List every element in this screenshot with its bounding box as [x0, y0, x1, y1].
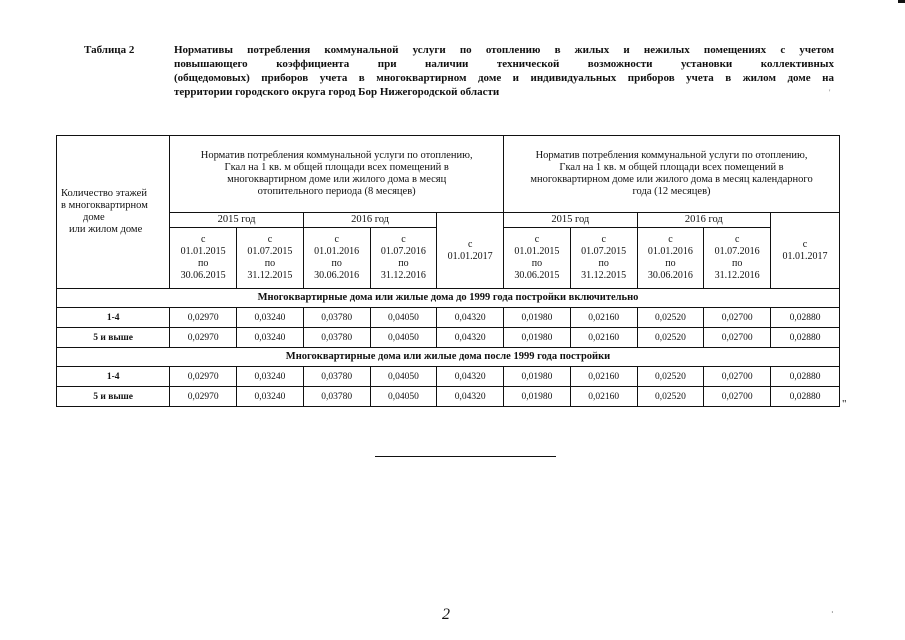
value-cell: 0,02970	[170, 328, 237, 348]
value-cell: 0,04050	[370, 308, 437, 328]
scan-edge-mark	[898, 0, 905, 3]
value-cell: 0,02700	[704, 308, 771, 328]
period-header: с 01.07.2015 по 31.12.2015	[237, 228, 304, 289]
value-cell: 0,02880	[771, 387, 840, 407]
side-mark: '	[829, 88, 831, 97]
value-cell: 0,03240	[237, 308, 304, 328]
value-cell: 0,02700	[704, 387, 771, 407]
period-header: с 01.07.2016 по 31.12.2016	[370, 228, 437, 289]
period-header: с 01.01.2016 по 30.06.2016	[637, 228, 704, 289]
year-2015-header: 2015 год	[170, 213, 304, 228]
value-cell: 0,02970	[170, 387, 237, 407]
value-cell: 0,02520	[637, 308, 704, 328]
period-header: с 01.01.2015 по 30.06.2015	[170, 228, 237, 289]
value-cell: 0,04050	[370, 387, 437, 407]
page-number: 2	[442, 606, 450, 623]
period-header: с 01.01.2016 по 30.06.2016	[303, 228, 370, 289]
value-cell: 0,03780	[303, 387, 370, 407]
floors-cell: 5 и выше	[57, 328, 170, 348]
value-cell: 0,04050	[370, 328, 437, 348]
table-row	[57, 387, 840, 407]
year-2016-header: 2016 год	[637, 213, 771, 228]
value-cell: 0,02160	[570, 328, 637, 348]
floors-cell: 1-4	[57, 367, 170, 387]
value-cell: 0,02970	[170, 367, 237, 387]
value-cell: 0,02880	[771, 308, 840, 328]
value-cell: 0,01980	[504, 308, 571, 328]
period-header: с 01.07.2016 по 31.12.2016	[704, 228, 771, 289]
calendar-year-group-header: Норматив потребления коммунальной услуги по отоплению, Гкал на 1 кв. м общей площади всех помещений в многоквартирном доме или жилого дома в месяц календарного года (12 месяцев)	[504, 136, 840, 213]
value-cell: 0,03240	[237, 387, 304, 407]
period-2017-header: с 01.01.2017	[771, 213, 840, 289]
value-cell: 0,02160	[570, 308, 637, 328]
value-cell: 0,01980	[504, 387, 571, 407]
value-cell: 0,03240	[237, 328, 304, 348]
table-label: Таблица 2	[84, 44, 135, 56]
title-line-4: территории городского округа город Бор Нижегородской области	[174, 86, 500, 98]
period-2017-header: с 01.01.2017	[437, 213, 504, 289]
heating-period-group-header: Норматив потребления коммунальной услуги по отоплению, Гкал на 1 кв. м общей площади всех помещений в многоквартирном доме или жилого дома в месяц отопительного периода (8 месяцев)	[170, 136, 504, 213]
document-title	[174, 43, 834, 99]
value-cell: 0,02700	[704, 367, 771, 387]
value-cell: 0,03780	[303, 328, 370, 348]
value-cell: 0,03780	[303, 308, 370, 328]
value-cell: 0,02520	[637, 387, 704, 407]
value-cell: 0,02880	[771, 367, 840, 387]
period-header: с 01.01.2015 по 30.06.2015	[504, 228, 571, 289]
table-row	[57, 328, 840, 348]
period-header: с 01.07.2015 по 31.12.2015	[570, 228, 637, 289]
title-line-2: повышающего коэффициента при наличии технической возможности установки коллективных	[174, 58, 834, 70]
year-2016-header: 2016 год	[303, 213, 437, 228]
title-line-3: (общедомовых) приборов учета в многоквартирном доме и индивидуальных приборов учета в жилом доме на	[174, 72, 834, 84]
table-row	[57, 308, 840, 328]
value-cell: 0,04320	[437, 367, 504, 387]
value-cell: 0,02700	[704, 328, 771, 348]
section-title: Многоквартирные дома или жилые дома до 1999 года постройки включительно	[57, 289, 840, 308]
value-cell: 0,02880	[771, 328, 840, 348]
value-cell: 0,01980	[504, 328, 571, 348]
floors-column-header: Количество этажей в многоквартирном доме или жилом доме	[57, 136, 170, 289]
value-cell: 0,03780	[303, 367, 370, 387]
value-cell: 0,02520	[637, 367, 704, 387]
value-cell: 0,04320	[437, 308, 504, 328]
bottom-mark: ·	[831, 608, 834, 617]
year-2015-header: 2015 год	[504, 213, 638, 228]
floors-cell: 1-4	[57, 308, 170, 328]
table-row	[57, 367, 840, 387]
value-cell: 0,03240	[237, 367, 304, 387]
value-cell: 0,02970	[170, 308, 237, 328]
section-title: Многоквартирные дома или жилые дома после 1999 года постройки	[57, 348, 840, 367]
value-cell: 0,04320	[437, 387, 504, 407]
value-cell: 0,04050	[370, 367, 437, 387]
value-cell: 0,02520	[637, 328, 704, 348]
norms-table	[56, 135, 840, 407]
value-cell: 0,04320	[437, 328, 504, 348]
value-cell: 0,02160	[570, 367, 637, 387]
value-cell: 0,01980	[504, 367, 571, 387]
closing-quote-mark: "	[842, 398, 847, 410]
divider-line	[375, 456, 556, 457]
value-cell: 0,02160	[570, 387, 637, 407]
title-line-1: Нормативы потребления коммунальной услуги по отоплению в жилых и нежилых помещениях с учетом	[174, 44, 834, 56]
floors-cell: 5 и выше	[57, 387, 170, 407]
